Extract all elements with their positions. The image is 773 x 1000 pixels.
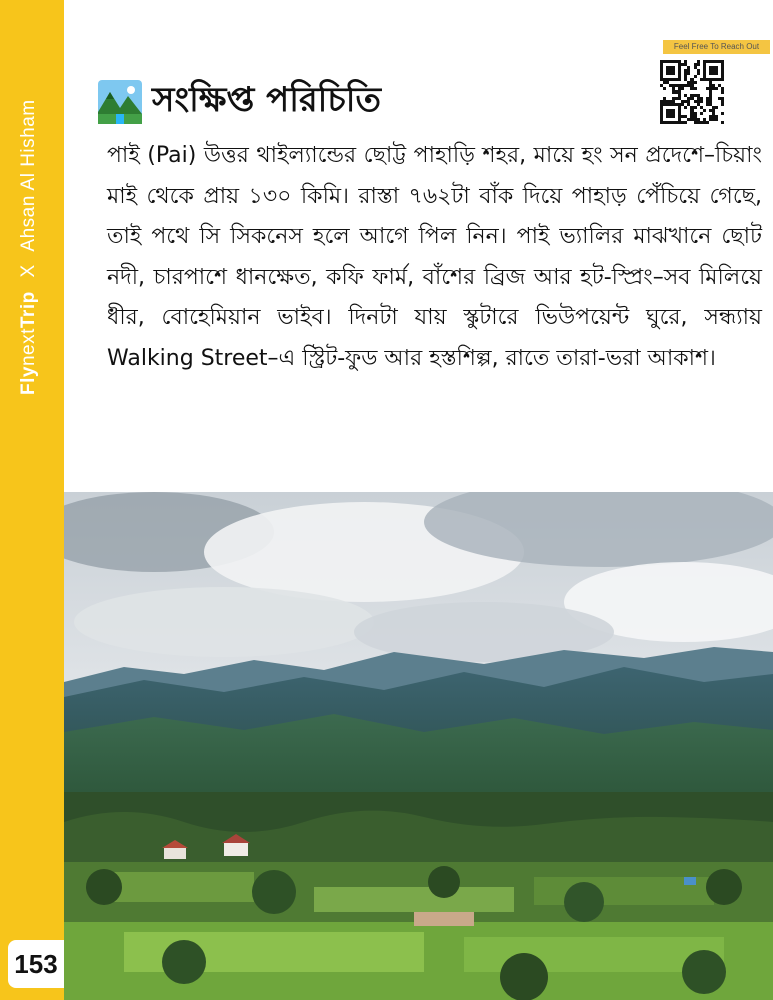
- brand-next: next: [18, 328, 39, 367]
- brand-trip: Trip: [18, 291, 39, 329]
- brand-separator: X: [18, 264, 39, 278]
- brand-fly: Fly: [18, 366, 39, 395]
- page-number: 153: [8, 940, 64, 988]
- mountain-landscape-icon: [98, 80, 142, 124]
- qr-code-icon[interactable]: [660, 60, 724, 124]
- landscape-photo: [64, 492, 773, 1000]
- side-strip: [0, 0, 64, 1000]
- qr-label: Feel Free To Reach Out: [663, 40, 770, 54]
- author-name: Ahsan Al Hisham: [18, 99, 39, 252]
- side-brand-credit: [18, 99, 40, 395]
- intro-paragraph: পাই (Pai) উত্তর থাইল্যান্ডের ছোট্ট পাহাড়ি শহর, মায়ে হং সন প্রদেশে–চিয়াং মাই থেকে প্রায় ১৩০ কিমি। রাস্তা ৭৬২টা বাঁক দিয়ে পাহাড় পেঁচিয়ে গেছে, তাই পথে সি সিকনেস হলে আগে পিল নিন। পাই ভ্যালির মাঝখানে ছোট নদী, চারপাশে ধানক্ষেত, কফি ফার্ম, বাঁশের ব্রিজ আর হট-স্প্রিং–সব মিলিয়ে ধীর, বোহেমিয়ান ভাইব। দিনটা যায় স্কুটারে ভিউপয়েন্ট ঘুরে, সন্ধ্যায় Walking Street–এ স্ট্রিট-ফুড আর হস্তশিল্প, রাতে তারা-ভরা আকাশ।: [107, 143, 762, 371]
- section-heading: [98, 74, 381, 130]
- valley-illustration: [64, 492, 773, 1000]
- page-title: সংক্ষিপ্ত পরিচিতি: [152, 79, 381, 120]
